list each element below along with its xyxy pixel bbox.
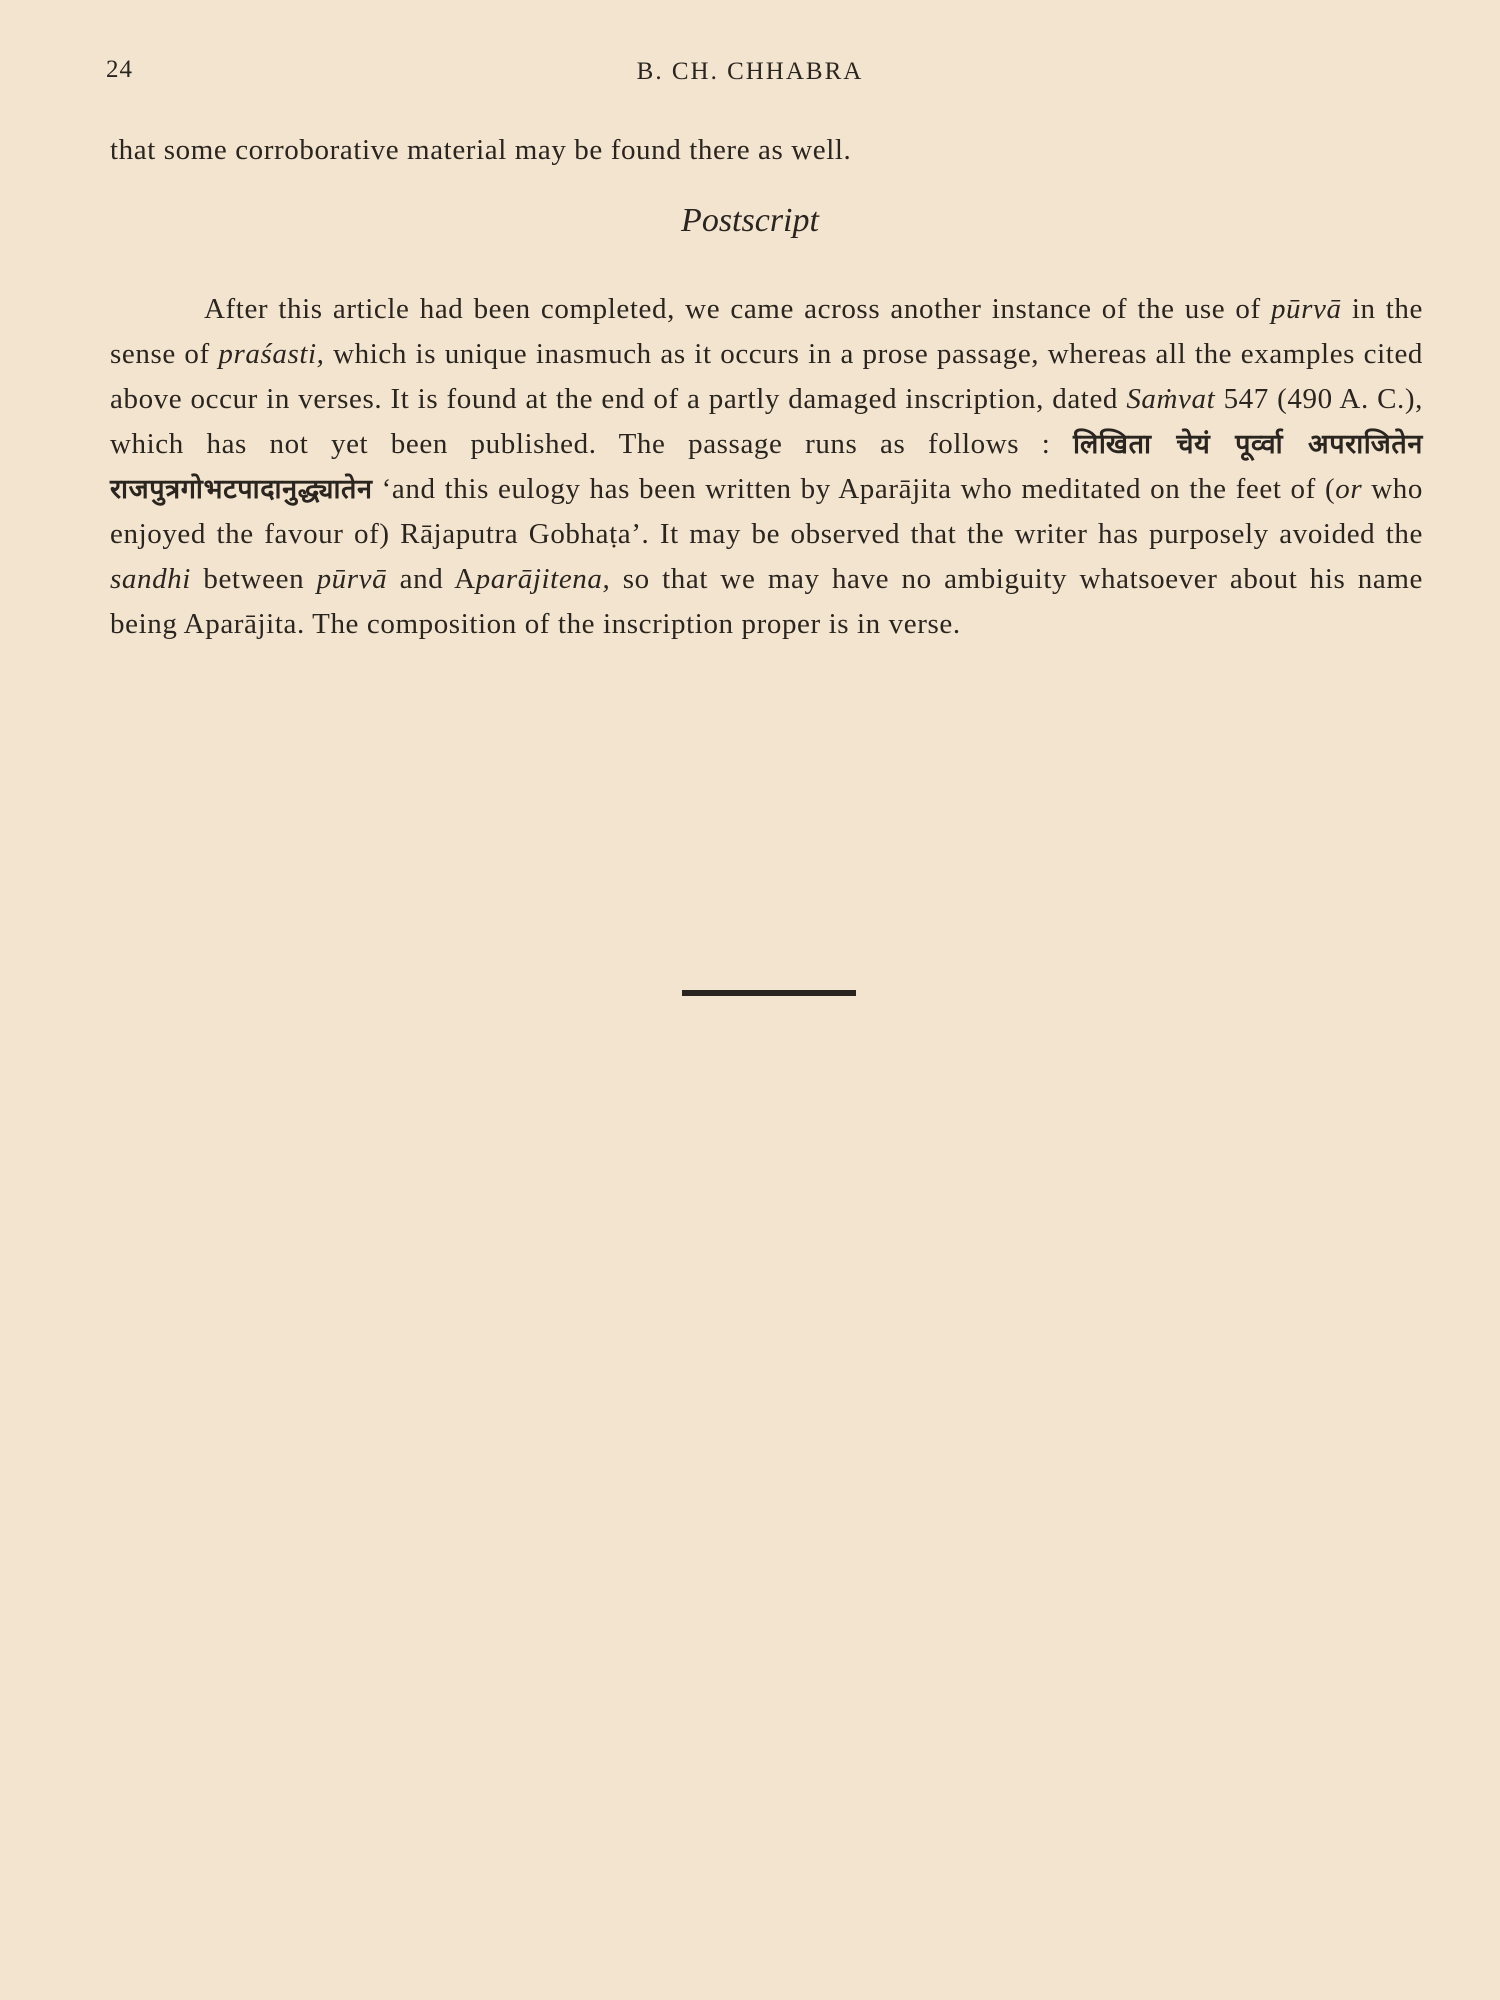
italic-term: Saṁvat — [1126, 383, 1216, 415]
running-head — [0, 56, 1500, 96]
page-number: 24 — [106, 56, 133, 83]
italic-term: pūrvā — [316, 563, 388, 595]
text-run: between — [190, 563, 317, 595]
text-run: in the sense of — [110, 293, 1424, 370]
section-heading: Postscript — [681, 202, 819, 239]
text-run: which is unique inasmuch as it occurs in a prose passage, whereas all the examples cited above occur in verses. It is found at the end of a partly damaged inscription, dated — [110, 338, 1424, 415]
postscript-paragraph — [110, 287, 1423, 647]
running-title: B. CH. CHHABRA — [636, 58, 864, 85]
italic-term: or — [1335, 473, 1363, 505]
text-run: who enjoyed the favour of) Rājaputra Gobhaṭa’. It may be observed that the writer has purposely avoided the — [110, 473, 1424, 550]
italic-term: sandhi — [110, 563, 191, 595]
text-run: and A — [387, 563, 476, 595]
italic-term: parājitena, — [475, 563, 611, 595]
text-run: After this article had been completed, we came across another instance of the use of — [204, 293, 1271, 325]
continuation-line: that some corroborative material may be found there as well. — [110, 134, 852, 166]
text-run: ‘and this eulogy has been written by Aparājita who meditated on the feet of ( — [372, 473, 1336, 505]
text-run: so that we may have no ambiguity whatsoever about his name being Aparājita. The composition of the inscription proper is in verse. — [110, 563, 1423, 640]
end-rule-divider — [682, 990, 856, 996]
italic-term: pūrvā — [1270, 293, 1342, 325]
devanagari-quotation: लिखिता चेयं पूर्व्वा अपराजितेन राजपुत्रगोभटपादानुद्ध्यातेन — [110, 429, 1423, 505]
italic-term: praśasti, — [218, 338, 325, 370]
text-run: 547 (490 A. C.), which has not yet been published. The passage runs as follows : — [110, 383, 1423, 460]
